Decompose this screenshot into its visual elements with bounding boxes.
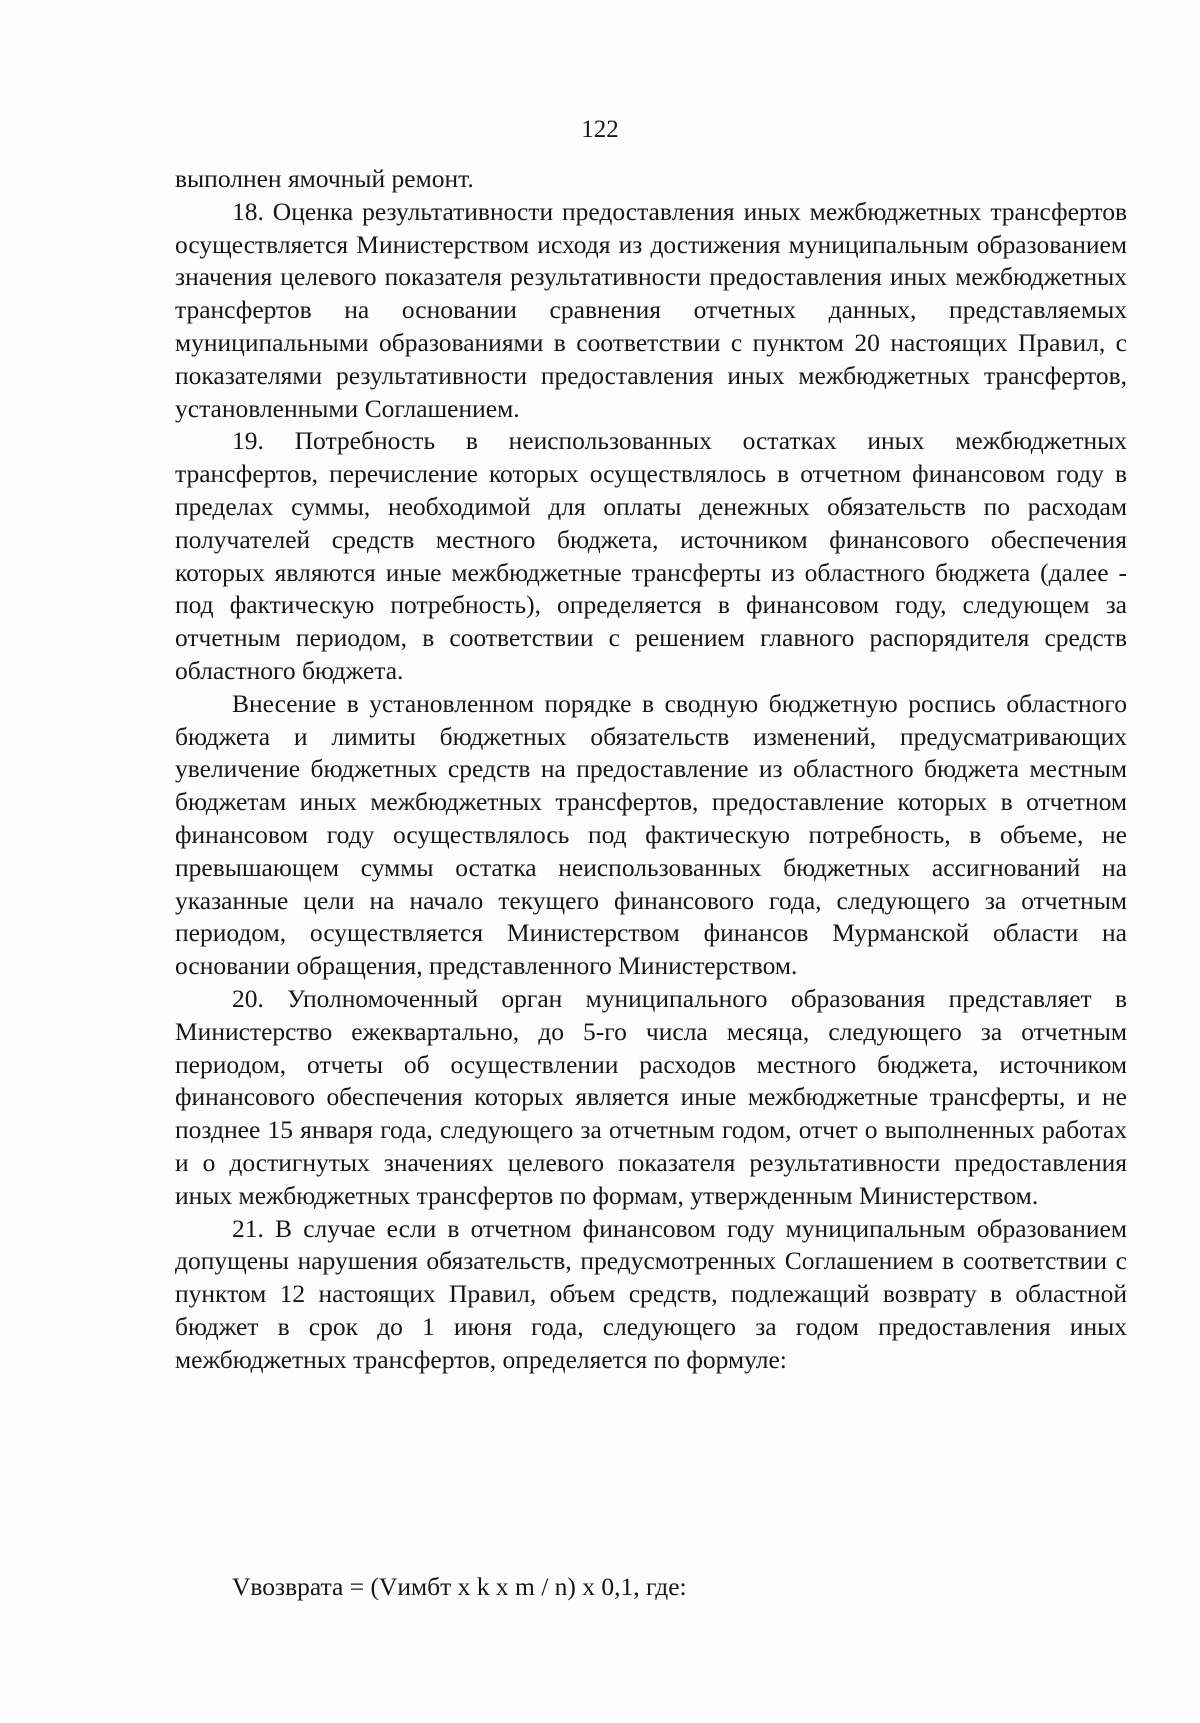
return-formula: Vвозврата = (Vимбт x k x m / n) x 0,1, где: [232, 1572, 687, 1601]
document-body [175, 163, 1127, 1376]
paragraph-21: 21. В случае если в отчетном финансовом году муниципальным образованием допущены нарушения обязательств, предусмотренных Соглашением в соответствии с пунктом 12 настоящих Правил, объем средств, подлежащий возврату в областной бюджет в срок до 1 июня года, следующего за годом предоставления иных межбюджетных трансфертов, определяется по формуле: [175, 1213, 1127, 1374]
page-number: 122 [581, 116, 619, 143]
paragraph-continuation: выполнен ямочный ремонт. [175, 164, 474, 193]
paragraph-18: 18. Оценка результативности предоставления иных межбюджетных трансфертов осуществляется Министерством исходя из достижения муниципальным образованием значения целевого показателя результативности предоставления иных межбюджетных трансфертов на основании сравнения отчетных данных, представляемых муниципальными образованиями в соответствии с пунктом 20 настоящих Правил, с показателями результативности предоставления иных межбюджетных трансфертов, установленными Соглашением. [175, 196, 1127, 423]
paragraph-19-second: Внесение в установленном порядке в сводную бюджетную роспись областного бюджета и лимиты бюджетных обязательств изменений, предусматривающих увеличение бюджетных средств на предоставление из областного бюджета местным бюджетам иных межбюджетных трансфертов, предоставление которых в отчетном финансовом году осуществлялось под фактическую потребность, в объеме, не превышающем суммы остатка неиспользованных бюджетных ассигнований на указанные цели на начало текущего финансового года, следующего за отчетным периодом, осуществляется Министерством финансов Мурманской области на основании обращения, представленного Министерством. [175, 688, 1127, 981]
paragraph-19: 19. Потребность в неиспользованных остатках иных межбюджетных трансфертов, перечисление которых осуществлялось в отчетном финансовом году в пределах суммы, необходимой для оплаты денежных обязательств по расходам получателей средств местного бюджета, источником финансового обеспечения которых являются иные межбюджетные трансферты из областного бюджета (далее - под фактическую потребность), определяется в финансовом году, следующем за отчетным периодом, в соответствии с решением главного распорядителя средств областного бюджета. [175, 426, 1127, 685]
paragraph-20: 20. Уполномоченный орган муниципального образования представляет в Министерство ежеквартально, до 5-го числа месяца, следующего за отчетным периодом, отчеты об осуществлении расходов местного бюджета, источником финансового обеспечения которых является иные межбюджетные трансферты, и не позднее 15 января года, следующего за отчетным годом, отчет о выполненных работах и о достигнутых значениях целевого показателя результативности предоставления иных межбюджетных трансфертов по формам, утвержденным Министерством. [175, 983, 1127, 1210]
